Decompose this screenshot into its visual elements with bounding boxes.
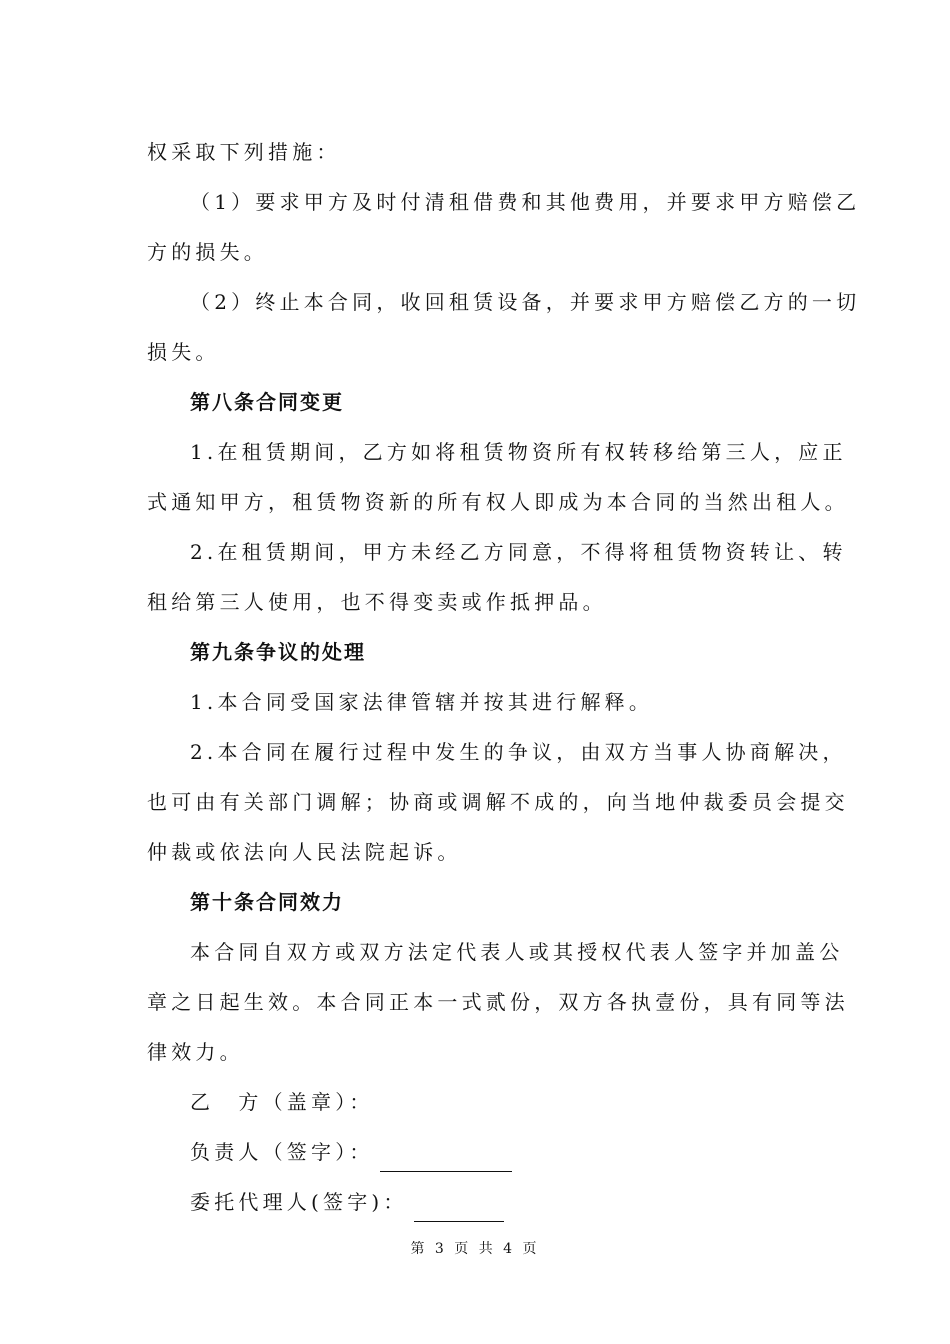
paragraph-line: 2.本合同在履行过程中发生的争议，由双方当事人协商解决，: [190, 740, 847, 764]
section-heading-article-9: 第九条争议的处理: [190, 640, 366, 664]
signature-blank-line: [380, 1143, 512, 1172]
paragraph-line: 式通知甲方，租赁物资新的所有权人即成为本合同的当然出租人。: [147, 490, 849, 514]
paragraph-line: 1.本合同受国家法律管辖并按其进行解释。: [190, 690, 654, 714]
paragraph-line: 权采取下列措施：: [147, 140, 341, 164]
document-body: [147, 132, 861, 1232]
paragraph-line: 章之日起生效。本合同正本一式贰份，双方各执壹份，具有同等法: [147, 990, 849, 1014]
paragraph-line: 律效力。: [147, 1040, 244, 1064]
paragraph-line: 1.在租赁期间，乙方如将租赁物资所有权转移给第三人，应正: [190, 440, 847, 464]
signature-blank-line: [414, 1193, 504, 1222]
signature-party-b: [147, 1082, 807, 1132]
paragraph-line: 仲裁或依法向人民法院起诉。: [147, 840, 462, 864]
signature-responsible-person: [147, 1132, 807, 1182]
page-number-footer: 第 3 页 共 4 页: [410, 1241, 540, 1257]
signature-agent: [147, 1182, 807, 1232]
paragraph-line: 2.在租赁期间，甲方未经乙方同意，不得将租赁物资转让、转: [190, 540, 847, 564]
paragraph-line: 也可由有关部门调解；协商或调解不成的，向当地仲裁委员会提交: [147, 790, 849, 814]
paragraph-line: 租给第三人使用，也不得变卖或作抵押品。: [147, 590, 607, 614]
signature-agent-label: 委托代理人(签字)：: [190, 1190, 408, 1214]
signature-responsible-label: 负责人（签字）：: [190, 1140, 374, 1164]
paragraph-line: 本合同自双方或双方法定代表人或其授权代表人签字并加盖公: [190, 940, 844, 964]
paragraph-line: （1）要求甲方及时付清租借费和其他费用，并要求甲方赔偿乙: [190, 190, 861, 214]
section-heading-article-8: 第八条合同变更: [190, 390, 344, 414]
signature-party-b-label: 乙 方（盖章）：: [190, 1090, 374, 1114]
section-heading-article-10: 第十条合同效力: [190, 890, 344, 914]
paragraph-line: 损失。: [147, 340, 220, 364]
paragraph-line: （2）终止本合同，收回租赁设备，并要求甲方赔偿乙方的一切: [190, 290, 861, 314]
paragraph-line: 方的损失。: [147, 240, 268, 264]
